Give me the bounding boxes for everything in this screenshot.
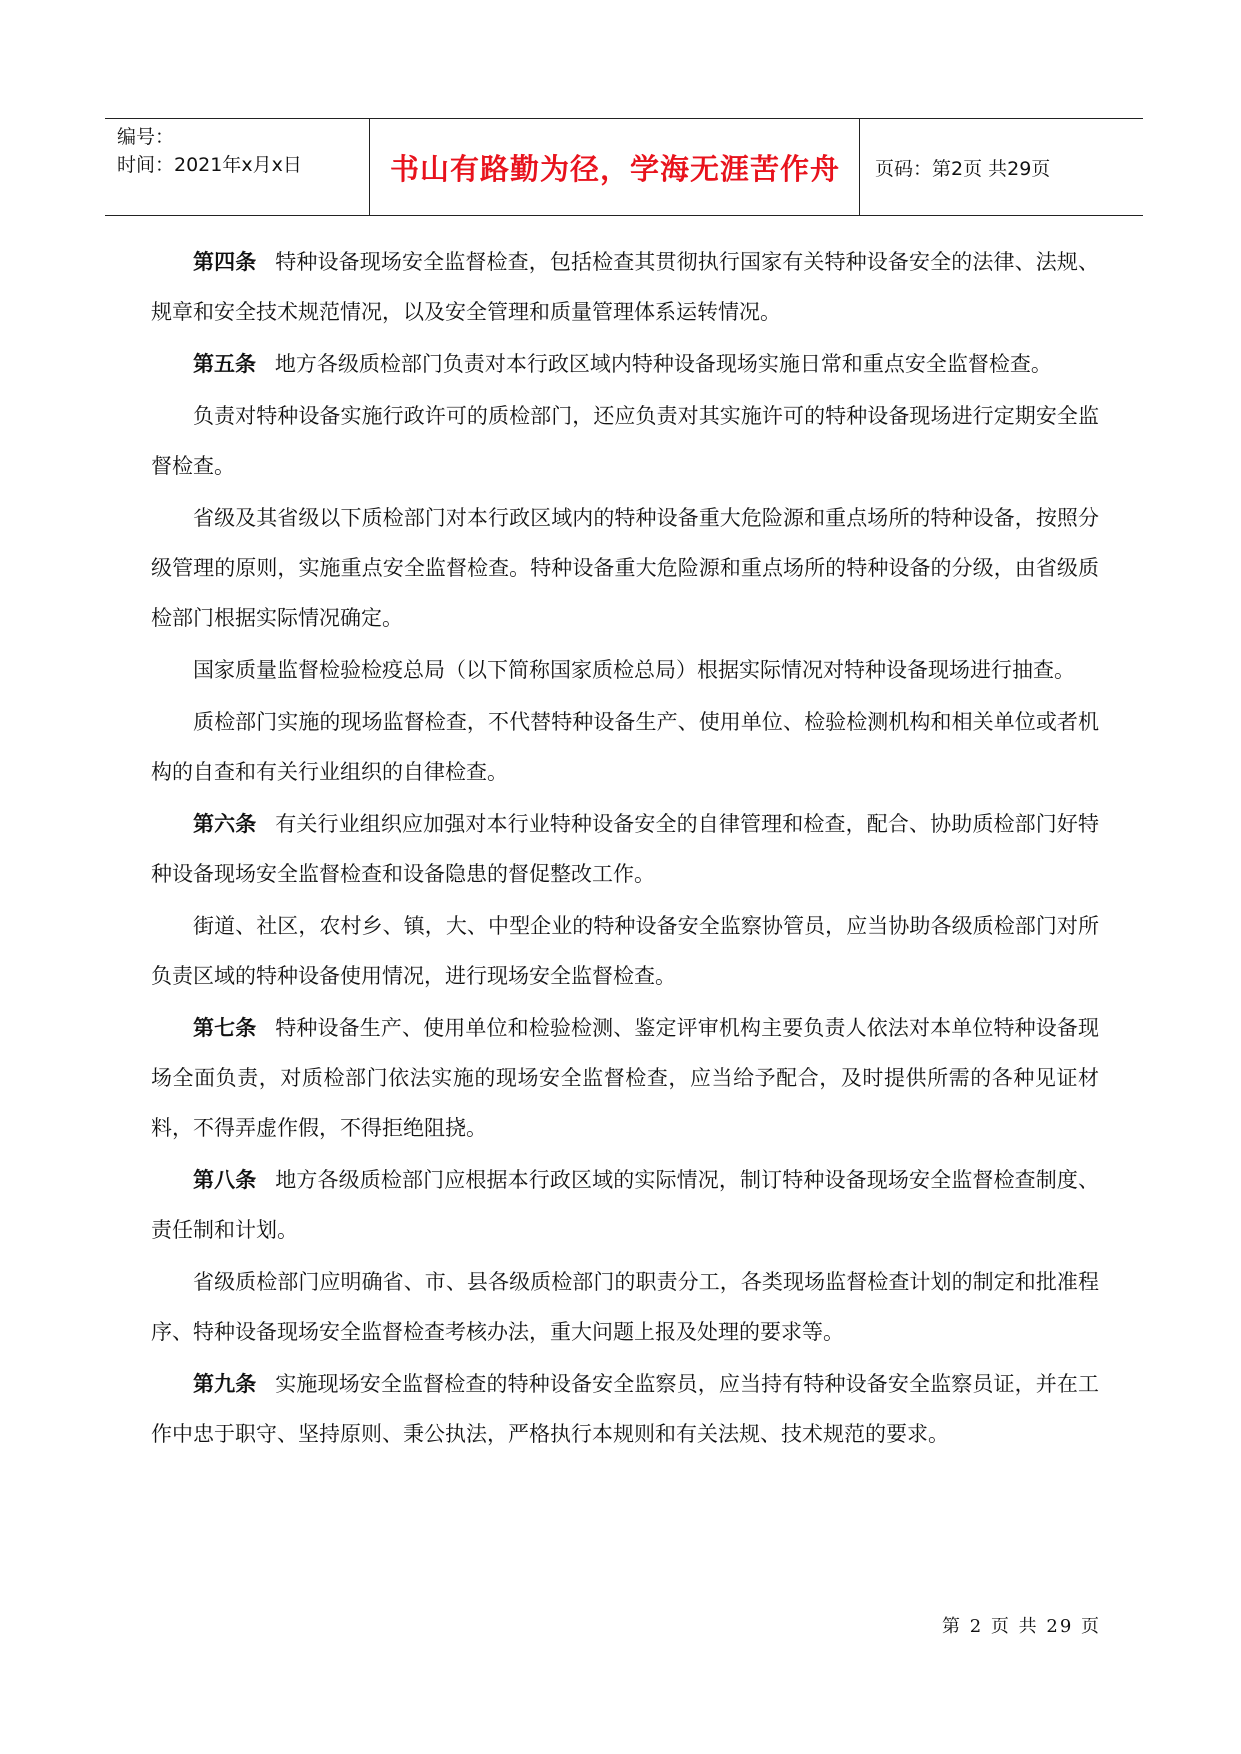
paragraph xyxy=(151,1003,1099,1153)
paragraph xyxy=(151,1359,1099,1459)
paragraph-text: 质检部门实施的现场监督检查，不代替特种设备生产、使用单位、检验检测机构和相关单位或者机构的自查和有关行业组织的自律检查。 xyxy=(151,710,1099,784)
paragraph xyxy=(151,493,1099,643)
paragraph xyxy=(151,799,1099,899)
article-number: 第八条 xyxy=(193,1167,257,1192)
paragraph xyxy=(151,237,1099,337)
paragraph-text: 国家质量监督检验检疫总局（以下简称国家质检总局）根据实际情况对特种设备现场进行抽查。 xyxy=(193,658,1075,682)
article-number: 第九条 xyxy=(193,1371,257,1396)
header-divider xyxy=(369,119,370,215)
article-number: 第七条 xyxy=(193,1015,257,1040)
page-header xyxy=(105,118,1143,216)
header-divider xyxy=(859,119,860,215)
article-number: 第五条 xyxy=(193,351,256,376)
paragraph-text: 实施现场安全监督检查的特种设备安全监察员，应当持有特种设备安全监察员证，并在工作中忠于职守、坚持原则、秉公执法，严格执行本规则和有关法规、技术规范的要求。 xyxy=(151,1372,1099,1446)
document-body xyxy=(151,237,1099,1461)
article-number: 第四条 xyxy=(193,249,257,274)
header-meta xyxy=(117,123,365,179)
paragraph xyxy=(151,901,1099,1001)
paragraph xyxy=(151,645,1099,695)
paragraph-text: 负责对特种设备实施行政许可的质检部门，还应负责对其实施许可的特种设备现场进行定期安全监督检查。 xyxy=(151,404,1099,478)
paragraph-text: 省级及其省级以下质检部门对本行政区域内的特种设备重大危险源和重点场所的特种设备，按照分级管理的原则，实施重点安全监督检查。特种设备重大危险源和重点场所的特种设备的分级，由省级质检部门根据实际情况确定。 xyxy=(151,506,1099,630)
paragraph-text: 街道、社区，农村乡、镇，大、中型企业的特种设备安全监察协管员，应当协助各级质检部门对所负责区域的特种设备使用情况，进行现场安全监督检查。 xyxy=(151,914,1099,988)
paragraph xyxy=(151,1155,1099,1255)
paragraph xyxy=(151,1257,1099,1357)
header-page-label: 页码：第2页 共29页 xyxy=(875,157,1051,180)
paragraph xyxy=(151,339,1099,389)
paragraph-text: 省级质检部门应明确省、市、县各级质检部门的职责分工，各类现场监督检查计划的制定和批准程序、特种设备现场安全监督检查考核办法，重大问题上报及处理的要求等。 xyxy=(151,1270,1099,1344)
paragraph-text: 地方各级质检部门应根据本行政区域的实际情况，制订特种设备现场安全监督检查制度、责任制和计划。 xyxy=(151,1168,1099,1242)
article-number: 第六条 xyxy=(193,811,257,836)
time-label: 时间：2021年x月x日 xyxy=(117,154,302,176)
page-footer: 第 2 页 共 29 页 xyxy=(942,1616,1101,1637)
paragraph-text: 特种设备生产、使用单位和检验检测、鉴定评审机构主要负责人依法对本单位特种设备现场全面负责，对质检部门依法实施的现场安全监督检查，应当给予配合，及时提供所需的各种见证材料，不得弄虚作假，不得拒绝阻挠。 xyxy=(151,1016,1099,1140)
paragraph xyxy=(151,391,1099,491)
paragraph xyxy=(151,697,1099,797)
header-motto: 书山有路勤为径，学海无涯苦作舟 xyxy=(389,151,840,186)
paragraph-text: 有关行业组织应加强对本行业特种设备安全的自律管理和检查，配合、协助质检部门好特种设备现场安全监督检查和设备隐患的督促整改工作。 xyxy=(151,812,1099,886)
paragraph-text: 特种设备现场安全监督检查，包括检查其贯彻执行国家有关特种设备安全的法律、法规、规章和安全技术规范情况，以及安全管理和质量管理体系运转情况。 xyxy=(151,250,1099,324)
paragraph-text: 地方各级质检部门负责对本行政区域内特种设备现场实施日常和重点安全监督检查。 xyxy=(274,352,1052,376)
serial-label: 编号： xyxy=(117,126,175,148)
